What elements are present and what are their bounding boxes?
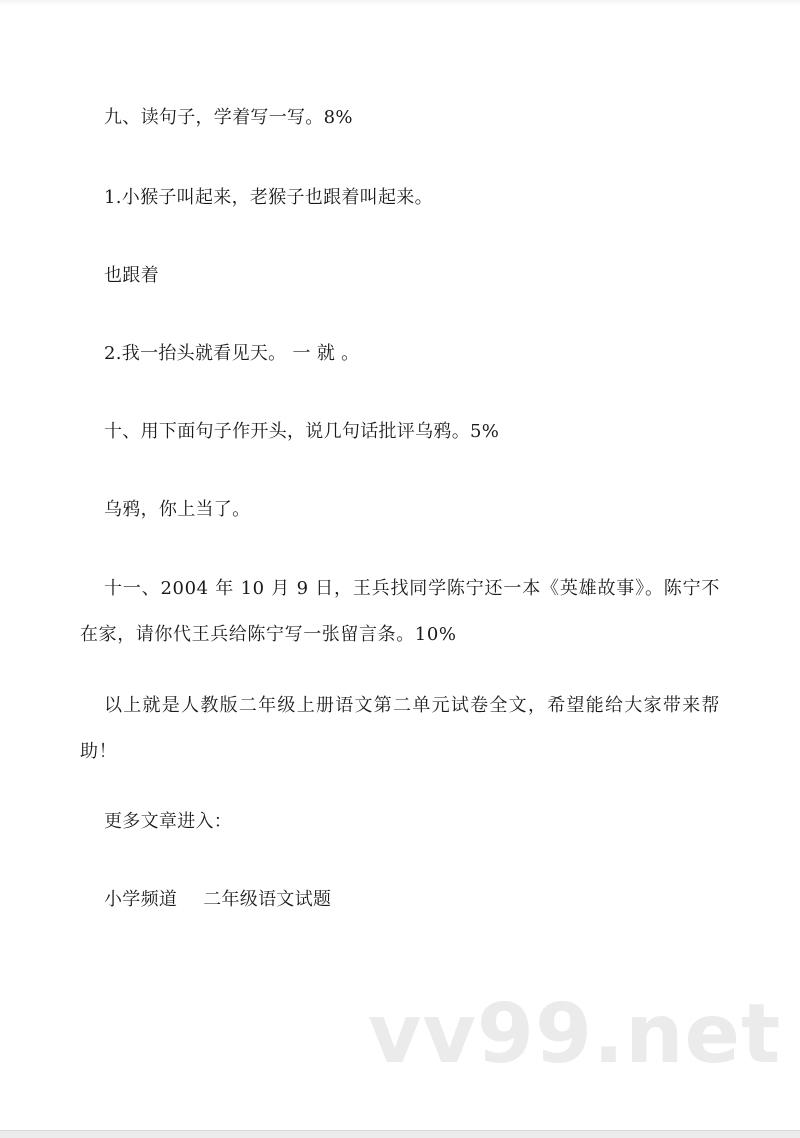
- question-9-heading: 九、读句子，学着写一写。8%: [104, 107, 353, 128]
- question-10-starter: 乌鸦，你上当了。: [104, 499, 251, 520]
- question-9-prompt-1: 也跟着: [104, 265, 159, 286]
- question-10-heading: 十、用下面句子作开头，说几句话批评乌鸦。5%: [104, 421, 500, 442]
- page-top-edge: [0, 0, 800, 6]
- link-grade-two-chinese-tests[interactable]: 二年级语文试题: [203, 889, 332, 910]
- question-9-sentence-1: 1.小猴子叫起来，老猴子也跟着叫起来。: [104, 187, 433, 208]
- question-9-sentence-2: 2.我一抬头就看见天。 一 就 。: [104, 343, 360, 364]
- link-primary-school-channel[interactable]: 小学频道: [104, 889, 178, 910]
- closing-paragraph: 以上就是人教版二年级上册语文第二单元试卷全文，希望能给大家带来帮助！: [80, 695, 720, 762]
- question-11-text: 十一、2004 年 10 月 9 日，王兵找同学陈宁还一本《英雄故事》。陈宁不在家，请你代王兵给陈宁写一张留言条。10%: [80, 578, 720, 645]
- more-articles-label: 更多文章进入：: [104, 811, 233, 832]
- related-links: [104, 890, 331, 910]
- watermark: vv99.net: [368, 987, 782, 1082]
